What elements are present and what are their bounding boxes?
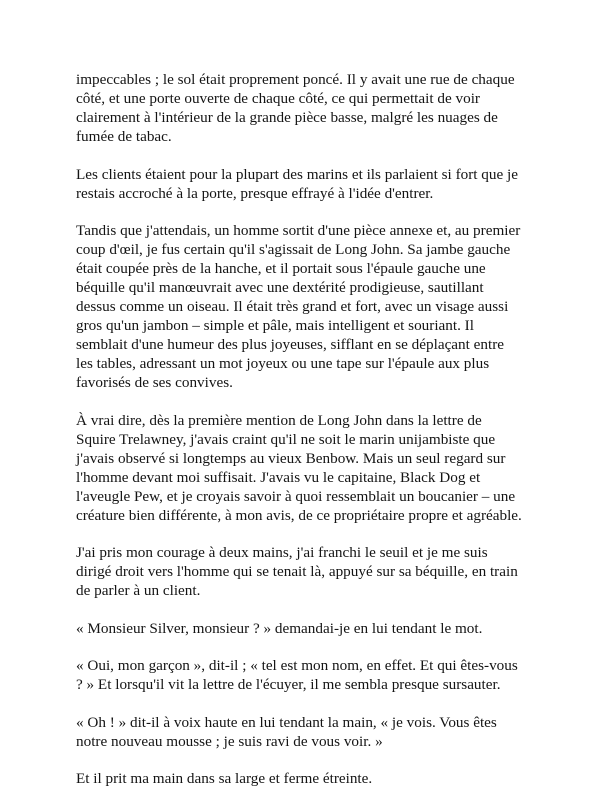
paragraph-8: « Oh ! » dit-il à voix haute en lui tendant la main, « je vois. Vous êtes notre nouveau mousse ; je suis ravi de vous voir. » xyxy=(76,713,497,750)
paragraph-2: Les clients étaient pour la plupart des marins et ils parlaient si fort que je restais accroché à la porte, presque effrayé à l'idée d'entrer. xyxy=(76,165,518,202)
paragraph-6: « Monsieur Silver, monsieur ? » demandai-je en lui tendant le mot. xyxy=(76,619,483,637)
paragraph-1: impeccables ; le sol était proprement poncé. Il y avait une rue de chaque côté, et une porte ouverte de chaque côté, ce qui permettait de voir clairement à l'intérieur de la grande pièce basse, malgré les nuages de fumée de tabac. xyxy=(76,71,515,145)
paragraph-5: J'ai pris mon courage à deux mains, j'ai franchi le seuil et je me suis dirigé droit vers l'homme qui se tenait là, appuyé sur sa béquille, en train de parler à un client. xyxy=(76,544,518,599)
paragraph-9: Et il prit ma main dans sa large et ferme étreinte. xyxy=(76,770,373,787)
paragraph-7: « Oui, mon garçon », dit-il ; « tel est mon nom, en effet. Et qui êtes-vous ? » Et lorsqu'il vit la lettre de l'écuyer, il me sembla presque sursauter. xyxy=(76,657,518,693)
paragraph-4: À vrai dire, dès la première mention de Long John dans la lettre de Squire Trelawney, j'avais craint qu'il ne soit le marin unijambiste que j'avais observé si longtemps au vieux Benbow. Mais un seul regard sur l'homme devant moi suffisait. J'avais vu le capitaine, Black Dog et l'aveugle Pew, et je croyais savoir à quoi ressemblait un boucanier – une créature bien différente, à mon avis, de ce propriétaire propre et agréable. xyxy=(76,411,522,524)
paragraph-3: Tandis que j'attendais, un homme sortit d'une pièce annexe et, au premier coup d'œil, je fus certain qu'il s'agissait de Long John. Sa jambe gauche était coupée près de la hanche, et il portait sous l'épaule gauche une béquille qu'il manœuvrait avec une dextérité prodigieuse, sautillant dessus comme un oiseau. Il était très grand et fort, avec un visage aussi gros qu'un jambon – simple et pâle, mais intelligent et souriant. Il semblait d'une humeur des plus joyeuses, sifflant en se déplaçant entre les tables, adressant un mot joyeux ou une tape sur l'épaule aux plus favorisés de ses convives. xyxy=(76,222,521,391)
document-page xyxy=(76,70,524,807)
